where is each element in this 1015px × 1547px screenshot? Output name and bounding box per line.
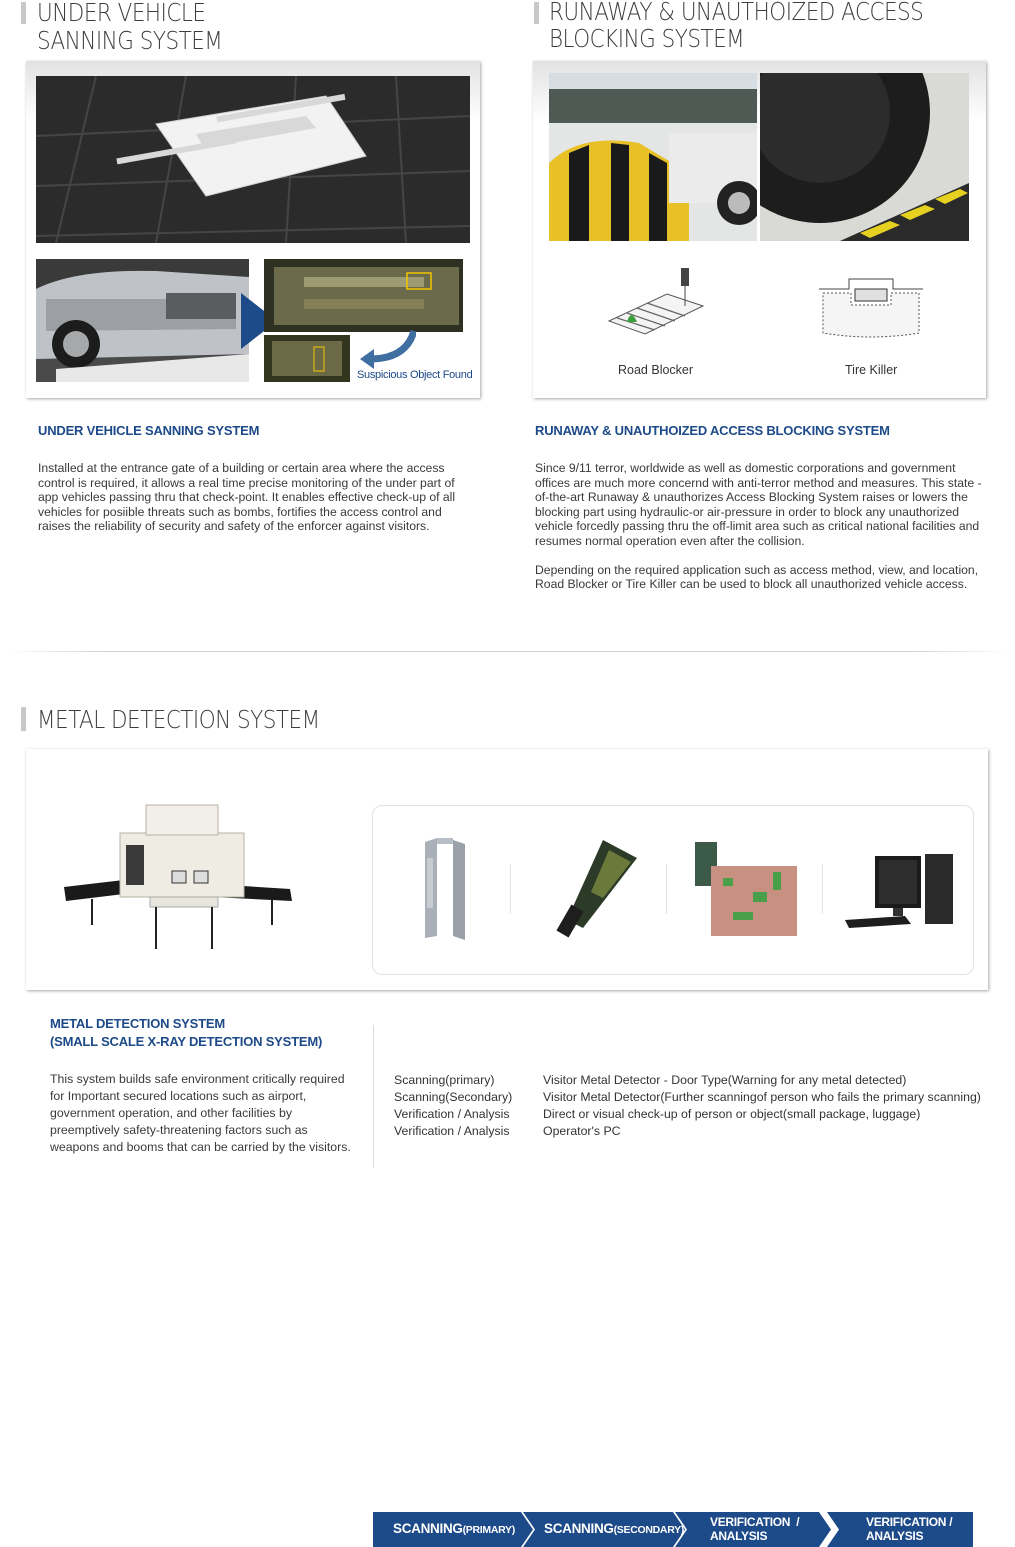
step-scanning-primary xyxy=(373,1512,533,1547)
xray-machine-image xyxy=(62,801,294,951)
step1-label: SCANNING xyxy=(393,1521,463,1536)
runaway-paragraph-1: Since 9/11 terror, worldwide as well as domestic corporations and government offices are much more concernd with anti-terror method and measures. This state -of-the-art Runaway & unauthorizes Access Blocking System raises or lowers the blocking part using hydraulic-or air-pressure in order to block any unauthorized vehicle forcedly passing thru the off-limit area such as critical national facilities and resumes normal operation even after the collision. xyxy=(535,461,982,548)
spec-row-label: Scanning(Secondary) xyxy=(394,1090,513,1104)
step3-label-line2: ANALYSIS xyxy=(710,1529,768,1543)
step2-label: SCANNING xyxy=(544,1521,614,1536)
step4-label-line2: ANALYSIS xyxy=(866,1529,924,1543)
metal-detection-heading-line1: METAL DETECTION SYSTEM xyxy=(50,1016,225,1031)
tire-killer-photo xyxy=(760,73,969,241)
undercarriage-detail-photo xyxy=(264,335,350,382)
tire-killer-caption: Tire Killer xyxy=(845,363,898,377)
runaway-paragraph-2: Depending on the required application such as access method, view, and location, Road Blocker or Tire Killer can be used to block all unauthorized vehicle access. xyxy=(535,562,979,591)
step2-sublabel: (SECONDARY) xyxy=(613,1524,685,1536)
tire-killer-diagram xyxy=(819,275,923,341)
road-blocker-diagram xyxy=(607,266,705,346)
section-title-runaway-line1: RUNAWAY & UNAUTHOIZED ACCESS xyxy=(549,0,924,26)
undercarriage-scan-photo xyxy=(264,259,463,332)
car-on-scanner-photo xyxy=(36,259,249,382)
step1-sublabel: (PRIMARY) xyxy=(462,1524,515,1536)
section-title-under-vehicle-line2: SANNING SYSTEM xyxy=(37,26,223,55)
spec-row-label: Verification / Analysis xyxy=(394,1124,510,1138)
step-verification-analysis-2 xyxy=(827,1512,973,1547)
handheld-detector-image xyxy=(553,836,643,938)
spec-row-label: Verification / Analysis xyxy=(394,1107,510,1121)
suspicious-object-callout: Suspicious Object Found xyxy=(357,369,473,381)
column-divider xyxy=(373,1025,374,1168)
step4-label-line1: VERIFICATION / xyxy=(866,1515,953,1529)
section-title-metal-detection: METAL DETECTION SYSTEM xyxy=(37,705,320,734)
spec-row-desc: Direct or visual check-up of person or object(small package, luggage) xyxy=(543,1107,921,1121)
step-scanning-secondary xyxy=(523,1512,685,1547)
under-vehicle-heading: UNDER VEHICLE SANNING SYSTEM xyxy=(38,423,260,438)
road-blocker-crash-photo xyxy=(549,73,757,241)
title-accent-bar xyxy=(534,2,539,24)
step3-label-line1: VERIFICATION / xyxy=(710,1515,800,1529)
xray-inspection-image xyxy=(693,842,799,938)
spec-row-desc: Visitor Metal Detector(Further scanningof person who fails the primary scanning) xyxy=(543,1090,981,1104)
metal-detection-heading-line2: (SMALL SCALE X-RAY DETECTION SYSTEM) xyxy=(50,1034,323,1049)
runaway-heading: RUNAWAY & UNAUTHOIZED ACCESS BLOCKING SYSTEM xyxy=(535,423,890,438)
scanner-platform-photo xyxy=(36,76,470,243)
section-divider xyxy=(8,651,1008,652)
section-title-runaway-line2: BLOCKING SYSTEM xyxy=(549,24,745,53)
spec-row-desc: Operator's PC xyxy=(543,1124,621,1138)
runaway-description xyxy=(535,461,987,606)
curved-arrow-icon xyxy=(356,329,416,369)
spec-row-desc: Visitor Metal Detector - Door Type(Warning for any metal detected) xyxy=(543,1073,907,1087)
metal-detection-description: This system builds safe environment critically required for Important secured locations such as airport, government operation, and other facilities by preemptively safety-threatening factors such as weapons and booms that can be carried by the visitors. xyxy=(50,1072,351,1154)
step-verification-analysis-1 xyxy=(675,1512,831,1547)
spec-row-label: Scanning(primary) xyxy=(394,1073,495,1087)
runaway-image-card xyxy=(533,61,986,398)
operator-pc-image xyxy=(845,854,955,930)
section-title-under-vehicle-line1: UNDER VEHICLE xyxy=(37,0,206,27)
road-blocker-caption: Road Blocker xyxy=(618,363,694,377)
title-accent-bar xyxy=(21,707,26,731)
walkthrough-detector-image xyxy=(423,838,467,940)
under-vehicle-description: Installed at the entrance gate of a building or certain area where the access control is required, it allows a real time precise monitoring of the under part of app vehicles passing thru that check-point. It enables effective check-up of all vehicles for posiible threats such as bombs, fortifies the access control and raises the reliability of security and safety of the enforcer against visitors. xyxy=(38,461,456,533)
device-panel xyxy=(372,805,974,975)
under-vehicle-image-card xyxy=(26,61,480,398)
title-accent-bar xyxy=(21,2,26,24)
